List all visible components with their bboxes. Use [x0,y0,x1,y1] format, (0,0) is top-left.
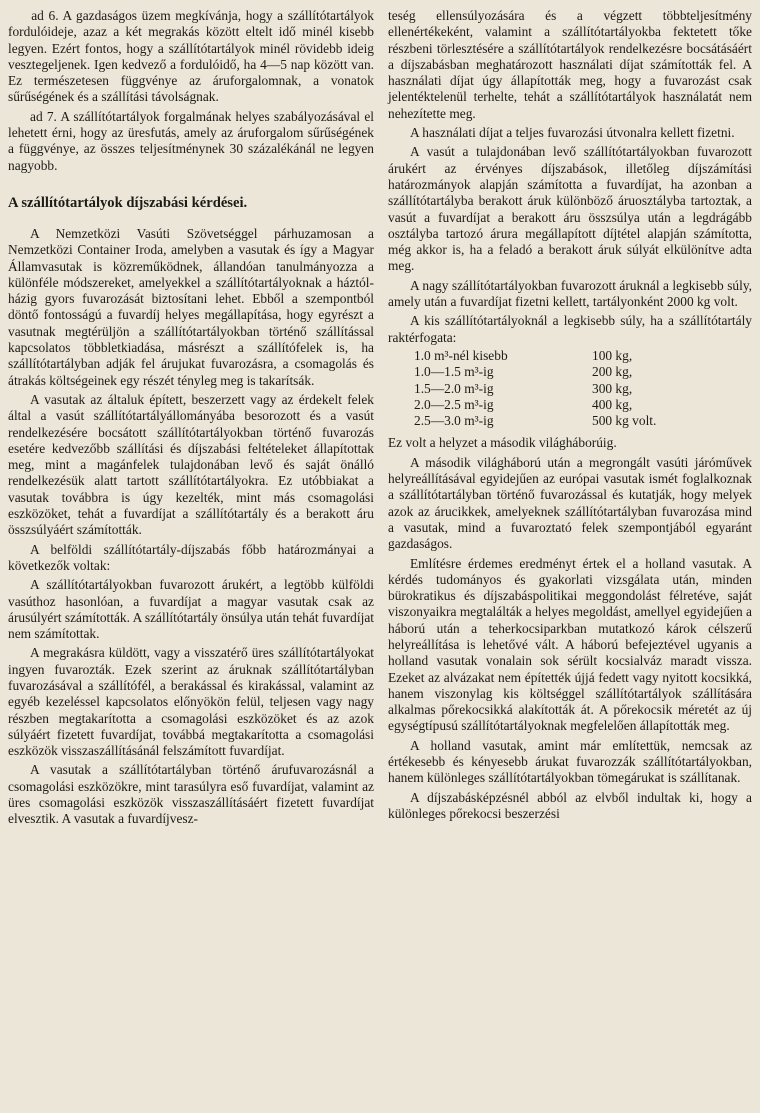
paragraph: A vasutak az általuk épített, beszerzett vagy az érdekelt felek által a vasút szállítótartályállományába besorozott és a vasút rendelkezésére bocsátott szállítótartályokban történő fuvarozás esetére kedvezőbb szállítási és díjszabási feltételeket állapítottak meg, mint a magánfelek tulajdonában levő és saját önálló rendelkezésük alatt tartott szállítótartályokra. Ez utóbbiakat a vasutak továbbra is úgy kezelték, mint más csomagolási eszközöket, tehát a fuvardíjat a szállítótartály és a berakott áru összsúlyáért számították. [8,391,374,538]
paragraph: A Nemzetközi Vasúti Szövetséggel párhuzamosan a Nemzetközi Container Iroda, amelyben a vasutak és így a Magyar Államvasutak is közreműködnek, állandóan tanulmányozza a különféle módszereket, amelyekkel a szállítótartályoknak a háztól-házig gyors fuvarozását biztosítani lehet. Ebből a szempontból döntő fontosságú a fuvardíj helyes megállapítása, hogy egyrészt a vasutnak megtérüljön a szállítótartályokban történő szállítással kapcsolatos többletkiadása, másrészt a szállítófelek is, ha szállítótartályban adják fel árujukat fuvarozásra, a csomagolás és átrakás költségeinek egy részét tényleg meg is takarítsák. [8,225,374,388]
paragraph: A szállítótartályokban fuvarozott árukért, a legtöbb külföldi vasúthoz hasonlóan, a fuvardíjat a magyar vasutak csak az árusúlyért számították. A szállítótartály önsúlya után tehát fuvardíjat nem számítottak. [8,577,374,642]
paragraph: teség ellensúlyozására és a végzett többteljesítmény ellenértékeként, valamint a szállítótartályokba fektetett tőke részbeni törlesztésére a szállítótartályok rendelkezésre bocsátásáért a díjszabásban meghatározott használati díjat számították fel. A használati díjat úgy állapították meg, hogy a fuvarozást csak jelentéktelenül terhelte, tehát a szállítótartályok használatát nem nehezítette meg. [388,8,752,121]
paragraph: A használati díjat a teljes fuvarozási útvonalra kellett fizetni. [410,125,735,141]
volume-cell: 1.5—2.0 m³-ig [414,380,494,396]
paragraph: A vasút a tulajdonában levő szállítótartályokban fuvarozott árukért az érvényes díjszabások, illetőleg díjszámítási határozmányok alapján számította a fuvardíjat, ha azonban a szállítótartályba berakott áruk különböző áruosztályba tartoztak, a vasút a fuvardíjat a berakott áru összsúlya után a legdrágább osztályba tartozó árura megállapított díjtétel alapján számította, még akkor is, ha a feladó a berakott áruk súlyát elkülönítve adta meg. [388,144,752,274]
paragraph-ad-6 [8,8,374,106]
weight-cell: 100 kg, [592,347,633,363]
volume-cell: 1.0—1.5 m³-ig [414,364,494,380]
paragraph-ad-7: ad 7. A szállítótartályok forgalmának helyes szabályozásával el lehetett érni, hogy az üresfutás, amely az áruforgalom sűrűségének a függvénye, az összes teljesítménynek 30 százalékánál ne legyen nagyobb. [8,108,374,173]
volume-cell: 2.0—2.5 m³-ig [414,396,494,412]
paragraph: A nagy szállítótartályokban fuvarozott áruknál a legkisebb súly, amely után a fuvardíjat fizetni kellett, tartályonként 2000 kg volt. [388,277,752,310]
paragraph: A belföldi szállítótartály-díjszabás főbb határozmányai a következők voltak: [8,541,374,573]
table-row [414,348,656,364]
paragraph: Ez volt a helyzet a második világháborúig. [388,435,617,451]
min-weight-table [414,348,656,429]
paragraph: A megrakásra küldött, vagy a visszatérő üres szállítótartályokat ingyen fuvarozták. Ezek szerint az áruknak szállítótartályban fuvarozásával a szállítófél, a berakással és kirakással, valamint az egyéb kezeléssel kapcsolatos előnyökön felül, teljesen vagy nagy részben megtakarította a csomagolási eszközöket és az azok súlyáért fizetett fuvardíjat, továbbá megtakarította a csomagolási eszközök visszaszállításánál felszámított fuvardíjat. [8,645,374,759]
section-heading: A szállítótartályok díjszabási kérdései. [8,194,248,211]
weight-cell: 500 kg volt. [592,413,657,429]
volume-cell: 1.0 m³-nél kisebb [414,347,508,363]
paragraph: A kis szállítótartályoknál a legkisebb súly, ha a szállítótartály raktérfogata: [388,313,752,345]
table-row [414,413,656,429]
volume-cell: 2.5—3.0 m³-ig [414,413,494,429]
right-column [388,8,752,825]
weight-cell: 400 kg, [592,396,633,412]
paragraph: A második világháború után a megrongált vasúti járóművek helyreállításával egyidejűen az európai vasutak ismét foglalkoznak a szállítótartályban történő fuvarozással és kutatják, hogy melyek azok az árucikkek, amelyeknek szállítótartályban fuvarozása mind a vasutak, mind a fuvaroztató felek szempontjából egyaránt gazdaságos. [388,454,752,552]
paragraph: A holland vasutak, amint már említettük, nemcsak az értékesebb és kényesebb árukat fuvarozzák szállítótartályokban, hanem különleges szállítótartályokban tömegárukat is szállítanak. [388,737,752,786]
paragraph: Említésre érdemes eredményt értek el a holland vasutak. A kérdés tudományos és gyakorlati vizsgálata után, minden bürokratikus és díjszabáspolitikai meggondolást félretéve, saját viszonyaikra megtalálták a helyes megoldást, amellyel egyidejűen a háború után a teherkocsiparkban mutatkozó károk célszerű helyreállítása is lehetővé vált. A háború befejeztével ugyanis a holland vasutak vonalain sok sérült kocsialváz maradt vissza. Ezeket az alvázakat nem építették újjá fedett vagy nyitott kocsikká, hanem viszonylag kis költséggel szállítótartályok szállítására alkalmas pőrekocsikká alakították át. A pőrekocsik méretét az új egységtípusú szállítótartályoknak megfelelően állapították meg. [388,555,752,734]
table-row [414,364,656,380]
table-row [414,397,656,413]
paragraph-text: ad 6. A gazdaságos üzem megkívánja, hogy a szállítótartályok fordulóideje, azaz a két megrakás között eltelt idő minél kisebb legyen. Ezért fontos, hogy a szállítótartályok minél rövidebb ideig vesztegeljenek. Igen kedvező a fordulóidő, ha 4—5 nap között van. Ez természetesen függvénye az áruforgalomnak, a vonatok sűrűségének és a szállítási távolságnak. [8,8,375,105]
left-column [8,8,374,831]
table-row [414,381,656,397]
weight-cell: 200 kg, [592,364,633,380]
paragraph: A díjszabásképzésnél abból az elvből indultak ki, hogy a különleges pőrekocsi beszerzési [388,789,752,821]
weight-cell: 300 kg, [592,380,633,396]
paragraph: A vasutak a szállítótartályban történő árufuvarozásnál a csomagolási eszközökre, mint tarasúlyra eső fuvardíjat, valamint az üres csomagolási eszközök visszaszállításáért fizetett fuvardíjat elvesztik. A vasutak a fuvardíjvesz- [8,762,374,827]
